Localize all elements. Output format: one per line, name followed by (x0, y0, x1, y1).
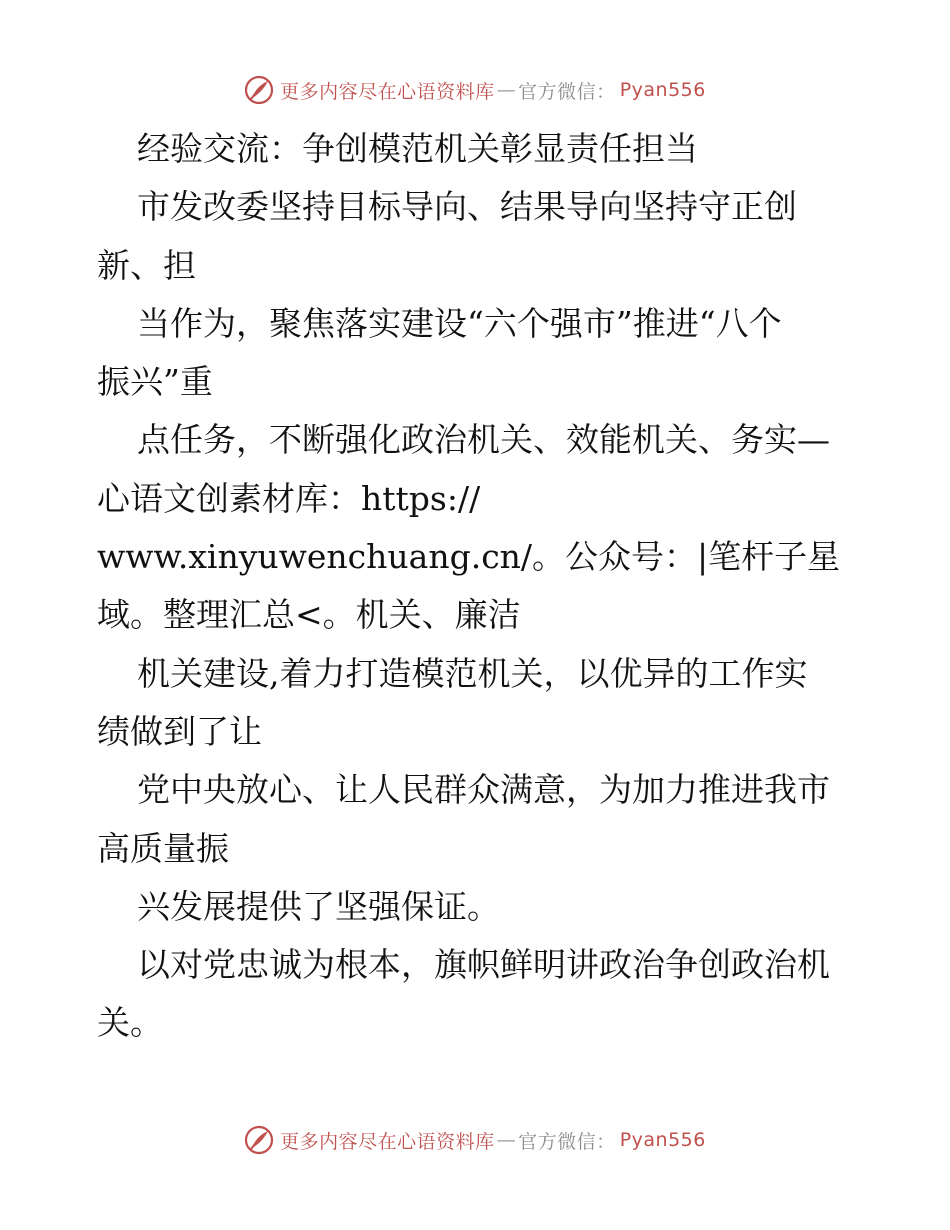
document-line: 绩做到了让 (97, 711, 262, 751)
watermark-main-text: 更多内容尽在心语资料库 (280, 1130, 495, 1153)
watermark-label: 官方微信： (518, 1130, 616, 1153)
watermark-wechat-id: Pyan556 (619, 1129, 706, 1151)
document-line: 机关建设,着力打造模范机关，以优异的工作实 (137, 653, 808, 693)
watermark-wechat-id: Pyan556 (619, 79, 706, 101)
document-line: 高质量振 (97, 828, 229, 868)
document-line: 经验交流：争创模范机关彰显责任担当 (137, 129, 698, 168)
document-line: 心语文创素材库：https:// (97, 478, 481, 518)
document-line: 当作为，聚焦落实建设“六个强市”推进“八个 (137, 303, 782, 343)
document-body (97, 120, 857, 1053)
watermark-dash: — (496, 79, 517, 101)
document-line: www.xinyuwenchuang.cn/。公众号：|笔杆子星 (97, 537, 841, 577)
document-line: 市发改委坚持目标导向、结果导向坚持守正创 (137, 187, 797, 227)
document-line: 点任务，不断强化政治机关、效能机关、务实— (137, 420, 830, 460)
document-line: 域。整理汇总<。机关、廉洁 (97, 595, 521, 635)
document-line: 新、担 (97, 245, 196, 285)
document-line: 党中央放心、让人民群众满意，为加力推进我市 (137, 770, 830, 810)
header-watermark (0, 70, 950, 110)
watermark-dash: — (496, 1129, 517, 1151)
quill-pen-logo-icon (244, 75, 274, 105)
document-line: 关。 (97, 1003, 163, 1043)
footer-watermark (0, 1120, 950, 1160)
document-line: 振兴”重 (97, 362, 213, 402)
watermark-label: 官方微信： (518, 80, 616, 103)
watermark-main-text: 更多内容尽在心语资料库 (280, 80, 495, 103)
quill-pen-logo-icon (244, 1125, 274, 1155)
document-line: 以对党忠诚为根本，旗帜鲜明讲政治争创政治机 (137, 945, 830, 985)
document-line: 兴发展提供了坚强保证。 (137, 886, 500, 926)
